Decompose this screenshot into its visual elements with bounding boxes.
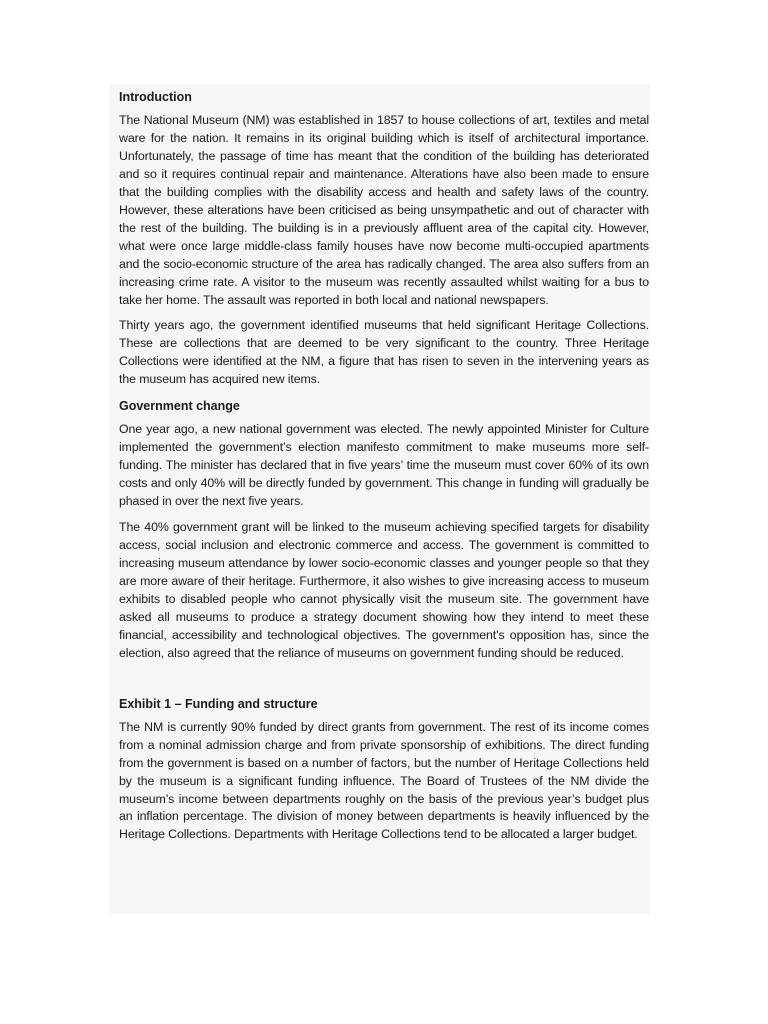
heading-exhibit-1: Exhibit 1 – Funding and structure [119, 696, 318, 711]
document-body [119, 88, 649, 852]
paragraph-exhibit-1: The NM is currently 90% funded by direct grants from government. The rest of its income comes from a nominal admission charge and from private sponsorship of exhibitions. The direct funding from the government is based on a number of factors, but the number of Heritage Collections held by the museum is a significant funding influence. The Board of Trustees of the NM divide the museum’s income between departments roughly on the basis of the previous year’s budget plus an inflation percentage. The division of money between departments is heavily influenced by the Heritage Collections. Departments with Heritage Collections tend to be allocated a larger budget. [119, 719, 649, 842]
heading-government-change: Government change [119, 399, 240, 414]
paragraph-government-change-1: One year ago, a new national government was elected. The newly appointed Minister for Culture implemented the government’s election manifesto commitment to make museums more self-funding. The minister has declared that in five years’ time the museum must cover 60% of its own costs and only 40% will be directly funded by government. This change in funding will gradually be phased in over the next five years. [119, 422, 649, 509]
paragraph-introduction-2: Thirty years ago, the government identified museums that held significant Heritage Collections. These are collections that are deemed to be very significant to the country. Three Heritage Collections were identified at the NM, a figure that has risen to seven in the intervening years as the museum has acquired new items. [119, 318, 649, 387]
paragraph-introduction-1: The National Museum (NM) was established in 1857 to house collections of art, textiles and metal ware for the nation. It remains in its original building which is itself of architectural importance. Unfortunately, the passage of time has meant that the condition of the building has deteriorated and so it requires continual repair and maintenance. Alterations have also been made to ensure that the building complies with the disability access and health and safety laws of the country. However, these alterations have been criticised as being unsympathetic and out of character with the rest of the building. The building is in a previously affluent area of the capital city. However, what were once large middle-class family houses have now become multi-occupied apartments and the socio-economic structure of the area has radically changed. The area also suffers from an increasing crime rate. A visitor to the museum was recently assaulted whilst waiting for a bus to take her home. The assault was reported in both local and national newspapers. [119, 113, 649, 307]
section-spacer [119, 671, 649, 695]
paragraph-government-change-2: The 40% government grant will be linked to the museum achieving specified targets for disability access, social inclusion and electronic commerce and access. The government is committed to increasing museum attendance by lower socio-economic classes and younger people so that they are more aware of their heritage. Furthermore, it also wishes to give increasing access to museum exhibits to disabled people who cannot physically visit the museum site. The government have asked all museums to produce a strategy document showing how they intend to meet these financial, accessibility and technological objectives. The government’s opposition has, since the election, also agreed that the reliance of museums on government funding should be reduced. [119, 520, 649, 660]
heading-introduction: Introduction [119, 90, 192, 104]
